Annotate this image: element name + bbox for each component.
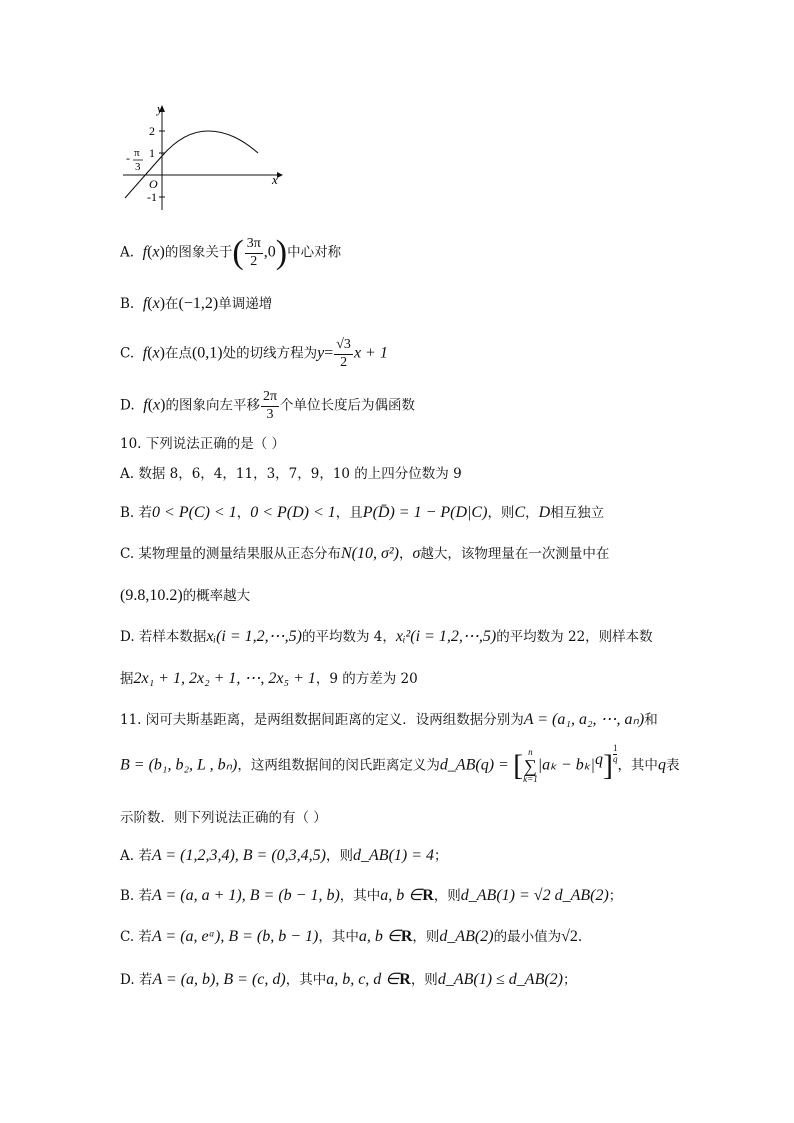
sine-graph: [115, 100, 295, 210]
q9-a-x: x: [152, 243, 160, 261]
x-intercept-minus: -: [126, 151, 130, 165]
q9-a-text1: 的图象关于: [164, 244, 233, 261]
y-axis-label: y: [157, 101, 163, 116]
q9-option-b: B. f(x)在(−1,2)单调递增: [120, 295, 273, 312]
q11-option-b: B. 若A = (a, a + 1), B = (b − 1, b)，其中a, b ∈R，则d_AB(1) = √2 d_AB(2)；: [120, 887, 623, 904]
q11-option-a: A. 若A = (1,2,3,4), B = (0,3,4,5)，则d_AB(1) = 4；: [120, 847, 448, 864]
q9-b-interval: (−1,2): [178, 295, 219, 312]
x-axis-label: x: [272, 172, 278, 187]
q11-option-d: D. 若A = (a, b), B = (c, d)，其中a, b, c, d ∈R，则d_AB(1) ≤ d_AB(2)；: [120, 971, 577, 988]
q9-a-f: f: [142, 243, 148, 261]
q10-option-b: B. 若0 < P(C) < 1，0 < P(D) < 1，且P(D̄) = 1 − P(D|C)，则C，D相互独立: [120, 504, 605, 521]
q10-stem: 10. 下列说法正确的是（ ）: [120, 436, 286, 452]
q9-a-text2: 中心对称: [287, 244, 342, 261]
q9-c-fraction: $\frac{√3}{2}$: [336, 337, 351, 370]
q9-a-fraction: $\frac{3\pi}{2}$: [246, 235, 261, 269]
q9-option-a: A. f(x)的图象关于( $\frac{3\pi}{2}$ ,0)中心对称: [120, 234, 342, 271]
q10-option-d-line1: D. 若样本数据xᵢ(i = 1,2,⋯,5)的平均数为 4，xᵢ²(i = 1,2,⋯,5)的平均数为 22，则样本数: [120, 628, 653, 645]
q10-option-a: A. 数据 8，6，4，11，3，7，9，10 的上四分位数为 9: [120, 466, 462, 482]
x-intercept-three: 3: [135, 161, 141, 173]
q9-a-label: A.: [120, 244, 135, 261]
q9-option-d: D. f(x)的图象向左平移 $\frac{2\pi}{3}$ 个单位长度后为偶函数: [120, 389, 416, 422]
origin-label: O: [149, 177, 158, 191]
q10-option-c-line2: (9.8,10.2)的概率越大: [120, 587, 251, 604]
q11-distance-formula: d_AB(q) =: [439, 756, 509, 774]
x-intercept-pi: π: [134, 147, 140, 159]
x-axis-arrow: [277, 172, 283, 178]
q9-d-fraction: $\frac{2\pi}{3}$: [262, 389, 278, 422]
tick-label-1: 1: [149, 146, 155, 160]
q10-option-c-line1: C. 某物理量的测量结果服从正态分布N(10, σ²)，σ越大，该物理量在一次测量中在: [120, 545, 610, 562]
sine-curve: [125, 131, 258, 198]
q11-stem-line2: B = (b₁, b₂, L , bₙ)，这两组数据间的闵氏距离定义为d_AB(q) = [ n ∑ k=1 $|a_k - b_k|^q$] $\frac{1}{q}$ ，其中q表: [120, 743, 680, 784]
tick-label-2: 2: [149, 124, 155, 138]
q11-option-c: C. 若A = (a, eᵃ), B = (b, b − 1)，其中a, b ∈R，则d_AB(2)的最小值为√2.: [120, 928, 583, 945]
q10-option-d-line2: 据2x₁ + 1, 2x₂ + 1, ⋯, 2x₅ + 1，9 的方差为 20: [120, 670, 418, 687]
q11-stem-line1: 11. 闵可夫斯基距离，是两组数据间距离的定义．设两组数据分别为A = (a₁, a₂, ⋯, aₙ)和: [120, 711, 658, 728]
q11-stem-line3: 示阶数．则下列说法正确的有（ ）: [120, 810, 327, 826]
q9-option-c: C. f(x)在点(0,1)处的切线方程为y= $\frac{√3}{2}$ x + 1: [120, 337, 388, 370]
tick-label-neg1: -1: [147, 190, 157, 204]
